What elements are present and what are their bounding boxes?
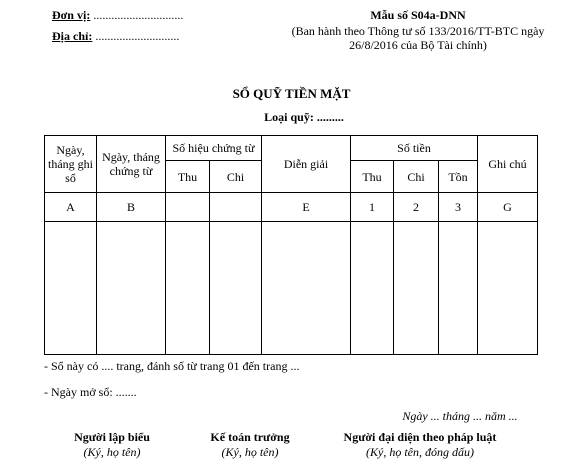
- open-date-note: - Ngày mở sổ: .......: [44, 385, 137, 399]
- code-cell: 2: [394, 193, 439, 222]
- code-row: [45, 193, 538, 222]
- header-amount-out: Chi: [394, 161, 439, 193]
- header-doc-no: Số hiệu chứng từ: [166, 136, 262, 161]
- code-cell: [166, 193, 210, 222]
- header-note: Ghi chú: [478, 136, 538, 193]
- header-amount: Số tiền: [351, 136, 478, 161]
- code-cell: A: [45, 193, 97, 222]
- address-line: [52, 29, 179, 44]
- issued-line-1: (Ban hành theo Thông tư số 133/2016/TT-BTC ngày: [291, 24, 545, 38]
- header-amount-balance: Tồn: [439, 161, 478, 193]
- entry-cell: [439, 222, 478, 355]
- entry-cell: [478, 222, 538, 355]
- cash-book-table: [44, 135, 538, 355]
- address-dots: ............................: [95, 29, 180, 43]
- header-date-record: Ngày, tháng ghi sổ: [45, 136, 97, 193]
- header-doc-out: Chi: [210, 161, 262, 193]
- signature-note: (Ký, họ tên): [83, 445, 141, 459]
- unit-dots: ..............................: [93, 8, 184, 22]
- header-date-doc: Ngày, tháng chứng từ: [97, 136, 166, 193]
- entry-cell: [351, 222, 394, 355]
- code-cell: B: [97, 193, 166, 222]
- header-amount-in: Thu: [351, 161, 394, 193]
- address-label: Địa chỉ:: [52, 29, 93, 43]
- unit-label: Đơn vị:: [52, 8, 91, 22]
- signature-legal-rep: [320, 430, 520, 460]
- signature-chief-accountant: [190, 430, 310, 460]
- fund-type: Loại quỹ: .........: [264, 110, 344, 124]
- header-description: Diễn giải: [262, 136, 351, 193]
- form-code: Mẫu số S04a-DNN: [370, 8, 466, 22]
- entry-cell: [45, 222, 97, 355]
- entry-cell: [210, 222, 262, 355]
- code-cell: G: [478, 193, 538, 222]
- signature-note: (Ký, họ tên): [221, 445, 279, 459]
- signature-note: (Ký, họ tên, đóng dấu): [366, 445, 474, 459]
- issued-line-2: 26/8/2016 của Bộ Tài chính): [349, 38, 487, 52]
- pages-note: - Sổ này có .... trang, đánh số từ trang 01 đến trang ...: [44, 359, 300, 373]
- unit-line: [52, 8, 183, 23]
- entry-cell: [394, 222, 439, 355]
- code-cell: [210, 193, 262, 222]
- code-cell: 1: [351, 193, 394, 222]
- page-title: SỔ QUỸ TIỀN MẶT: [232, 86, 351, 101]
- entry-cell: [97, 222, 166, 355]
- sign-date-line: Ngày ... tháng ... năm ...: [402, 409, 518, 423]
- signature-role: Người đại diện theo pháp luật: [343, 430, 497, 444]
- signature-role: Người lập biểu: [74, 430, 150, 444]
- code-cell: E: [262, 193, 351, 222]
- entry-row: [45, 222, 538, 355]
- signature-preparer: [52, 430, 172, 460]
- entry-cell: [262, 222, 351, 355]
- header-doc-in: Thu: [166, 161, 210, 193]
- entry-cell: [166, 222, 210, 355]
- signature-role: Kế toán trưởng: [210, 430, 290, 444]
- code-cell: 3: [439, 193, 478, 222]
